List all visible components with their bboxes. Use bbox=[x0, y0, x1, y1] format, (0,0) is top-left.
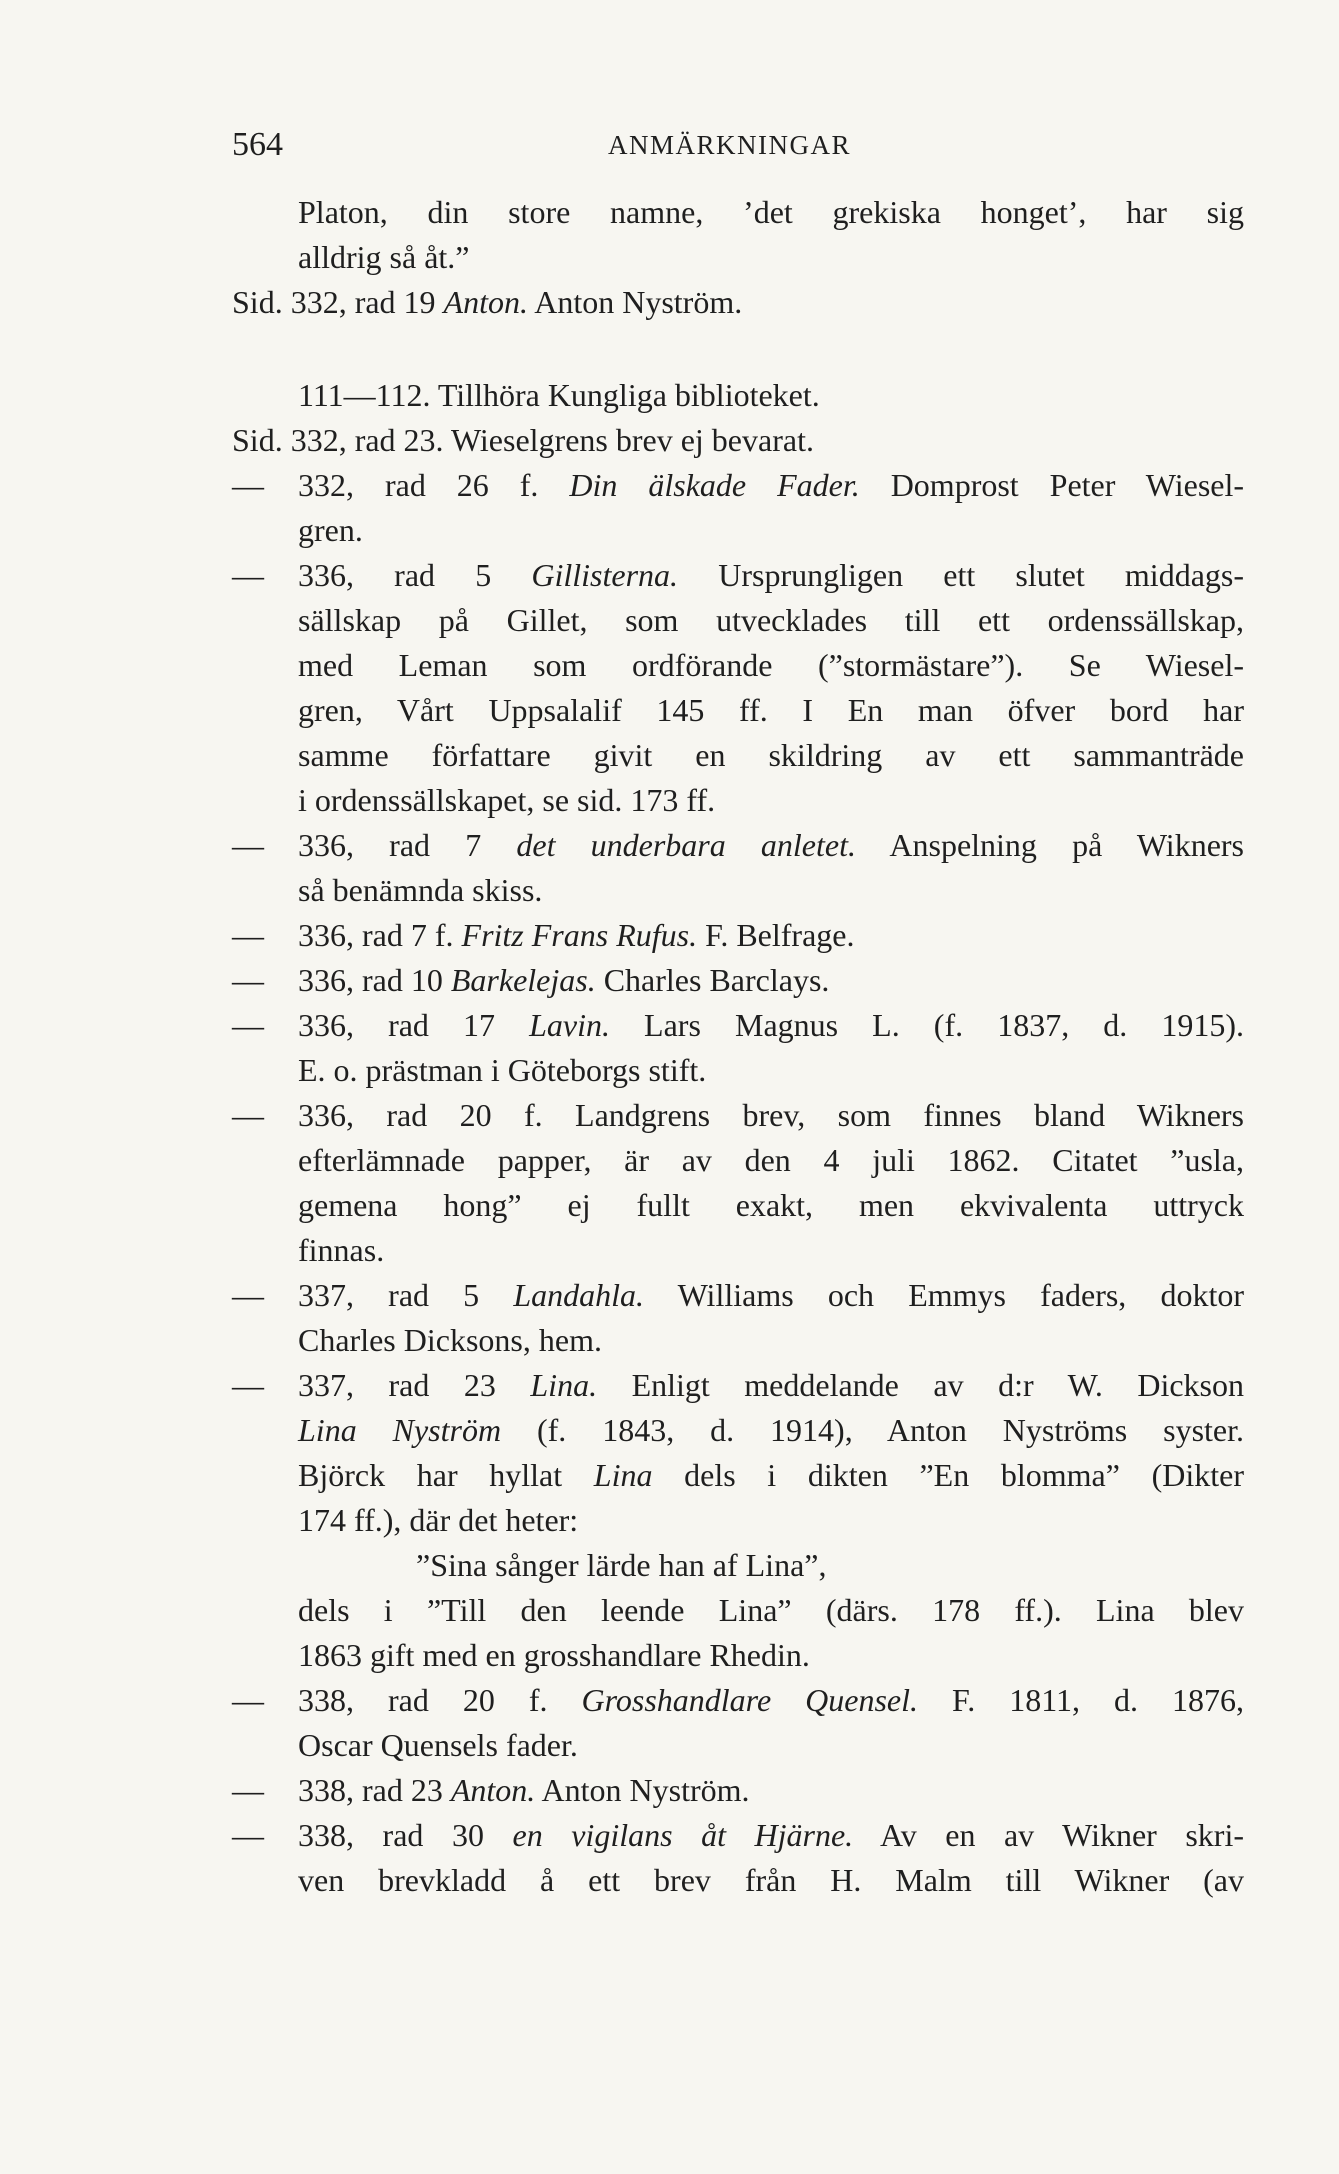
note-ref: 336, rad 5 bbox=[298, 557, 532, 593]
ditto-dash: — bbox=[232, 917, 264, 953]
ditto-dash: — bbox=[232, 467, 264, 503]
text-line: Platon, din store namne, ’det grekiska honget’, har sig bbox=[298, 194, 1244, 230]
note-ref: 336, rad 7 bbox=[298, 827, 517, 863]
note-lemma: Anton. bbox=[450, 1772, 536, 1808]
ditto-dash: — bbox=[232, 827, 264, 863]
note-text: (f. 1843, d. 1914), Anton Nyströms syster. bbox=[501, 1412, 1245, 1448]
text-line: 174 ff.), där det heter: bbox=[298, 1502, 579, 1538]
note-entry bbox=[232, 1003, 1244, 1093]
note-ref: 337, rad 23 bbox=[298, 1367, 531, 1403]
section-gap bbox=[232, 325, 1244, 373]
note-lemma: Din älskade Fader. bbox=[569, 467, 860, 503]
note-lemma: Grosshandlare Quensel. bbox=[581, 1682, 918, 1718]
note-text: Lars Magnus L. (f. 1837, d. 1915). bbox=[609, 1007, 1245, 1043]
text-line: så benämnda skiss. bbox=[298, 872, 543, 908]
note-ref: 336, rad 10 bbox=[298, 962, 451, 998]
note-lemma: Lina Nyström bbox=[298, 1412, 502, 1448]
note-ref: 337, rad 5 bbox=[298, 1277, 514, 1313]
text-line: 336, rad 20 f. Landgrens brev, som finnes bland Wikners bbox=[298, 1097, 1244, 1133]
note-lemma: det underbara anletet. bbox=[516, 827, 856, 863]
page-number: 564 bbox=[232, 126, 283, 163]
note-entry bbox=[232, 1363, 1244, 1678]
text-line: sällskap på Gillet, som utvecklades till ett ordenssällskap, bbox=[298, 602, 1244, 638]
quoted-verse: ”Sina sånger lärde han af Lina”, bbox=[416, 1547, 827, 1583]
text-line: gemena hong” ej fullt exakt, men ekvivalenta uttryck bbox=[298, 1187, 1244, 1223]
note-lemma: en vigilans åt Hjärne. bbox=[512, 1817, 854, 1853]
note-entry bbox=[232, 958, 1244, 1003]
note-entry bbox=[232, 823, 1244, 913]
note-text: Anton Nyström. bbox=[535, 1772, 750, 1808]
note-ref: Sid. 332, rad 19 bbox=[232, 284, 444, 320]
text-line: alldrig så åt.” bbox=[298, 239, 470, 275]
note-text: dels i dikten ”En blomma” (Dikter bbox=[652, 1457, 1245, 1493]
note-lemma: Lina bbox=[593, 1457, 653, 1493]
note-entry bbox=[232, 1813, 1244, 1903]
ditto-dash: — bbox=[232, 1817, 264, 1853]
note-entry bbox=[232, 553, 1244, 823]
note-ref: 338, rad 30 bbox=[298, 1817, 513, 1853]
text-line: i ordenssällskapet, se sid. 173 ff. bbox=[298, 782, 716, 818]
note-text: Domprost Peter Wiesel- bbox=[859, 467, 1245, 503]
ditto-dash: — bbox=[232, 1367, 264, 1403]
note-ref: 336, rad 17 bbox=[298, 1007, 530, 1043]
note-text: Anspelning på Wikners bbox=[855, 827, 1245, 863]
note-ref: 336, rad 7 f. bbox=[298, 917, 462, 953]
running-head: ANMÄRKNINGAR bbox=[608, 130, 852, 160]
section-heading bbox=[232, 373, 1244, 418]
ditto-dash: — bbox=[232, 1772, 264, 1808]
note-lemma: Barkelejas. bbox=[450, 962, 596, 998]
note-entry bbox=[232, 1768, 1244, 1813]
text-line: E. o. prästman i Göteborgs stift. bbox=[298, 1052, 707, 1088]
note-entry bbox=[232, 418, 1244, 463]
ditto-dash: — bbox=[232, 1277, 264, 1313]
ditto-dash: — bbox=[232, 962, 264, 998]
text-line: med Leman som ordförande (”stormästare”). Se Wiesel- bbox=[298, 647, 1244, 683]
text-line: 1863 gift med en grosshandlare Rhedin. bbox=[298, 1637, 810, 1673]
note-ref: 338, rad 23 bbox=[298, 1772, 451, 1808]
note-lemma: Anton. bbox=[443, 284, 528, 320]
text-line: finnas. bbox=[298, 1232, 385, 1268]
note-text: Sid. 332, rad 23. Wieselgrens brev ej bevarat. bbox=[232, 422, 814, 458]
note-lemma: Lina. bbox=[530, 1367, 598, 1403]
note-text: Charles Barclays. bbox=[595, 962, 830, 998]
page-body bbox=[232, 190, 1244, 1903]
note-text: F. Belfrage. bbox=[697, 917, 855, 953]
page-header bbox=[232, 126, 1242, 170]
note-lemma: Fritz Frans Rufus. bbox=[461, 917, 698, 953]
quote-continuation bbox=[232, 190, 1244, 280]
text-line: Charles Dicksons, hem. bbox=[298, 1322, 602, 1358]
note-lemma: Gillisterna. bbox=[531, 557, 679, 593]
note-entry bbox=[232, 1273, 1244, 1363]
note-entry bbox=[232, 1678, 1244, 1768]
ditto-dash: — bbox=[232, 1682, 264, 1718]
ditto-dash: — bbox=[232, 1007, 264, 1043]
text-line: ven brevkladd å ett brev från H. Malm till Wikner (av bbox=[298, 1862, 1244, 1898]
note-lemma: Landahla. bbox=[513, 1277, 645, 1313]
note-text: Björck har hyllat bbox=[298, 1457, 594, 1493]
note-text: Enligt meddelande av d:r W. Dickson bbox=[597, 1367, 1244, 1403]
note-text: F. 1811, d. 1876, bbox=[918, 1682, 1245, 1718]
note-text: Ursprungligen ett slutet middags- bbox=[678, 557, 1244, 593]
text-line: efterlämnade papper, är av den 4 juli 1862. Citatet ”usla, bbox=[298, 1142, 1244, 1178]
note-entry bbox=[232, 913, 1244, 958]
note-ref: 332, rad 26 f. bbox=[298, 467, 570, 503]
note-ref: 338, rad 20 f. bbox=[298, 1682, 582, 1718]
text-line: dels i ”Till den leende Lina” (därs. 178 ff.). Lina blev bbox=[298, 1592, 1244, 1628]
ditto-dash: — bbox=[232, 557, 264, 593]
note-entry bbox=[232, 463, 1244, 553]
note-text: Av en av Wikner skri- bbox=[853, 1817, 1245, 1853]
text-line: gren. bbox=[298, 512, 363, 548]
letter-number: 111—112. Tillhöra Kungliga biblioteket. bbox=[298, 377, 820, 413]
note-entry bbox=[232, 1093, 1244, 1273]
ditto-dash: — bbox=[232, 1097, 264, 1133]
note-entry bbox=[232, 280, 1244, 325]
text-line: Oscar Quensels fader. bbox=[298, 1727, 578, 1763]
note-lemma: Lavin. bbox=[529, 1007, 610, 1043]
note-text: Anton Nyström. bbox=[527, 284, 743, 320]
text-line: samme författare givit en skildring av ett sammanträde bbox=[298, 737, 1244, 773]
note-text: Williams och Emmys faders, doktor bbox=[644, 1277, 1245, 1313]
text-line: gren, Vårt Uppsalalif 145 ff. I En man öfver bord har bbox=[298, 692, 1244, 728]
